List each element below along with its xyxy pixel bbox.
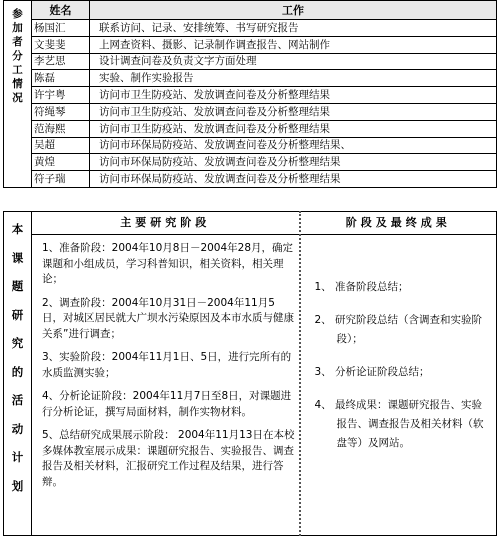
member-name: 符子瑞 [32,171,90,188]
stage-item: 3、实验阶段：2004年11月1日、5日，进行完所有的水质监测实验； [42,351,292,379]
member-work: 访问市环保局防疫站、发放调查问卷及分析整理结果、 [90,137,497,154]
research-stages-column [32,212,300,536]
member-name: 陈磊 [32,70,90,87]
result-item: 1、 准备阶段总结； [314,281,409,293]
table-row [4,171,497,188]
table-row [4,36,497,53]
member-work: 联系访问、记录、安排统筹、书写研究报告 [90,20,497,37]
result-item: 2、 研究阶段总结（含调查和实验阶段）； [314,314,483,345]
table-row [4,70,497,87]
member-work: 设计调查问卷及负责文字方面处理 [90,53,497,70]
member-work: 访问市环保局防疫站、发放调查问卷及分析整理结果 [90,171,497,188]
research-stages-title: 主要研究阶段 [32,212,299,235]
results-list [301,235,497,453]
results-column [300,212,497,536]
table-row [4,87,497,104]
participation-side-label: 参 加 者 分 工 情 况 [4,1,32,188]
member-name: 杨国汇 [32,20,90,37]
member-work: 访问市环保局防疫站、发放调查问卷及分析整理结果 [90,154,497,171]
stage-item: 2、调查阶段：2004年10月31日－2004年11月5日，对城区居民就大广坝水污染原因及本市水质与健康关系”进行调查； [42,296,294,340]
table-row [4,137,497,154]
division-of-work-table [3,0,497,188]
member-name: 黄煌 [32,154,90,171]
table-row [4,120,497,137]
table-row [4,154,497,171]
plan-side-label: 本 课 题 研 究 的 活 动 计 划 [4,212,32,536]
results-title: 阶段及最终成果 [301,212,497,235]
table-row [4,53,497,70]
activity-plan-table [3,211,497,536]
member-work: 上网查资料、摄影、记录制作调查报告、网站制作 [90,36,497,53]
result-item: 3、 分析论证阶段总结； [314,366,430,378]
member-name: 吴超 [32,137,90,154]
work-column-header: 工作 [90,1,497,20]
member-work: 访问市卫生防疫站、发放调查问卷及分析整理结果 [90,87,497,104]
member-name: 许宇粤 [32,87,90,104]
member-work: 访问市卫生防疫站、发放调查问卷及分析整理结果 [90,120,497,137]
table-row [4,20,497,37]
name-column-header: 姓名 [32,1,90,20]
table-row [4,103,497,120]
stage-item: 1、准备阶段：2004年10月8日－2004年28月，确定课题和小组成员，学习科普知识，相关资料，相关理论； [42,242,294,285]
member-work: 访问市卫生防疫站、发放调查问卷及分析整理结果 [90,103,497,120]
table-header-row [4,1,497,20]
result-item: 4、 最终成果：课题研究报告、实验报告、调查报告及相关材料（软盘等）及网站。 [314,399,484,449]
member-name: 文斐斐 [32,36,90,53]
member-name: 符绳琴 [32,103,90,120]
stage-item: 4、分析论证阶段：2004年11月7日至8日，对课题进行分析论证，撰写局面材料，制作实物材料。 [42,390,292,418]
member-name: 范海熙 [32,120,90,137]
member-work: 实验、制作实验报告 [90,70,497,87]
research-stages-list [32,235,299,490]
stage-item: 5、总结研究成果展示阶段： 2004年11月13日在本校多媒体教室展示成果：课题研究报告、实验报告、调查报告及相关材料，汇报研究工作过程及结果，进行答辩。 [42,429,295,488]
member-name: 李艺思 [32,53,90,70]
